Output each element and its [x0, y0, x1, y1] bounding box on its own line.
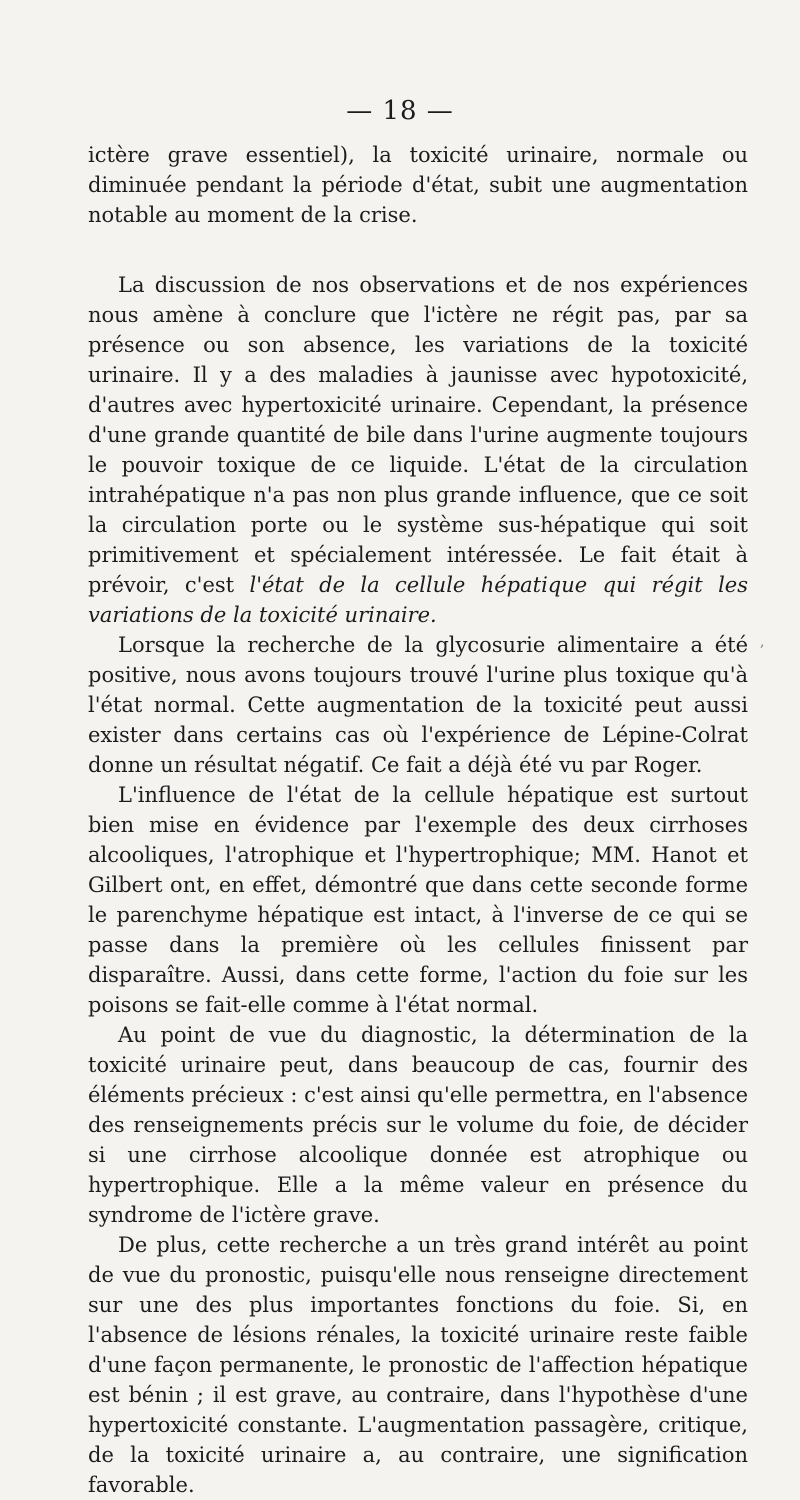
paragraph-discussion-italic: l'état de la cellule hépatique qui régit les variations de la toxicité urinaire.: [88, 573, 748, 627]
page-number: — 18 —: [346, 96, 454, 126]
paragraph-continued: ictère grave essentiel), la toxicité urinaire, normale ou diminuée pendant la période d'état, subit une augmentation notable au moment de la crise.: [88, 143, 748, 227]
paragraph-glycosurie: Lorsque la recherche de la glycosurie alimentaire a été positive, nous avons toujours trouvé l'urine plus toxique qu'à l'état normal. Cette augmentation de la toxicité peut aussi exister dans certains cas où l'expérience de Lépine-Colrat donne un résultat négatif. Ce fait a déjà été vu par Roger.: [88, 633, 748, 777]
paragraph-gap: [88, 230, 748, 270]
paragraph-diagnostic: Au point de vue du diagnostic, la détermination de la toxicité urinaire peut, dans beaucoup de cas, fournir des éléments précieux : c'est ainsi qu'elle permettra, en l'absence des renseignements précis sur le volume du foie, de décider si une cirrhose alcoolique donnée est atrophique ou hypertrophique. Elle a la même valeur en présence du syndrome de l'ictère grave.: [88, 1023, 748, 1227]
paragraph-cirrhoses: L'influence de l'état de la cellule hépatique est surtout bien mise en évidence par l'exemple des deux cirrhoses alcooliques, l'atrophique et l'hypertrophique; MM. Hanot et Gilbert ont, en effet, démontré que dans cette seconde forme le parenchyme hépatique est intact, à l'inverse de ce qui se passe dans la première où les cellules finissent par disparaître. Aussi, dans cette forme, l'action du foie sur les poisons se fait-elle comme à l'état normal.: [88, 783, 748, 1017]
margin-mark: ,: [760, 634, 765, 650]
paragraph-discussion: [88, 270, 748, 630]
paragraph-discussion-text: La discussion de nos observations et de nos expériences nous amène à conclure que l'ictère ne régit pas, par sa présence ou son absence, les variations de la toxicité urinaire. Il y a des maladies à jaunisse avec hypotoxicité, d'autres avec hypertoxicité urinaire. Cependant, la présence d'une grande quantité de bile dans l'urine augmente toujours le pouvoir toxique de ce liquide. L'état de la circulation intrahépatique n'a pas non plus grande influence, que ce soit la circulation porte ou le système sus-hépatique qui soit primitivement et spécialement intéressée. Le fait était à prévoir, c'est: [88, 273, 748, 597]
paragraph-pronostic: De plus, cette recherche a un très grand intérêt au point de vue du pronostic, puisqu'elle nous renseigne directement sur une des plus importantes fonctions du foie. Si, en l'absence de lésions rénales, la toxicité urinaire reste faible d'une façon permanente, le pronostic de l'affection hépatique est bénin ; il est grave, au contraire, dans l'hypothèse d'une hypertoxicité constante. L'augmentation passagère, critique, de la toxicité urinaire a, au contraire, une signification favorable.: [88, 1233, 748, 1497]
body-text: [88, 140, 748, 1500]
